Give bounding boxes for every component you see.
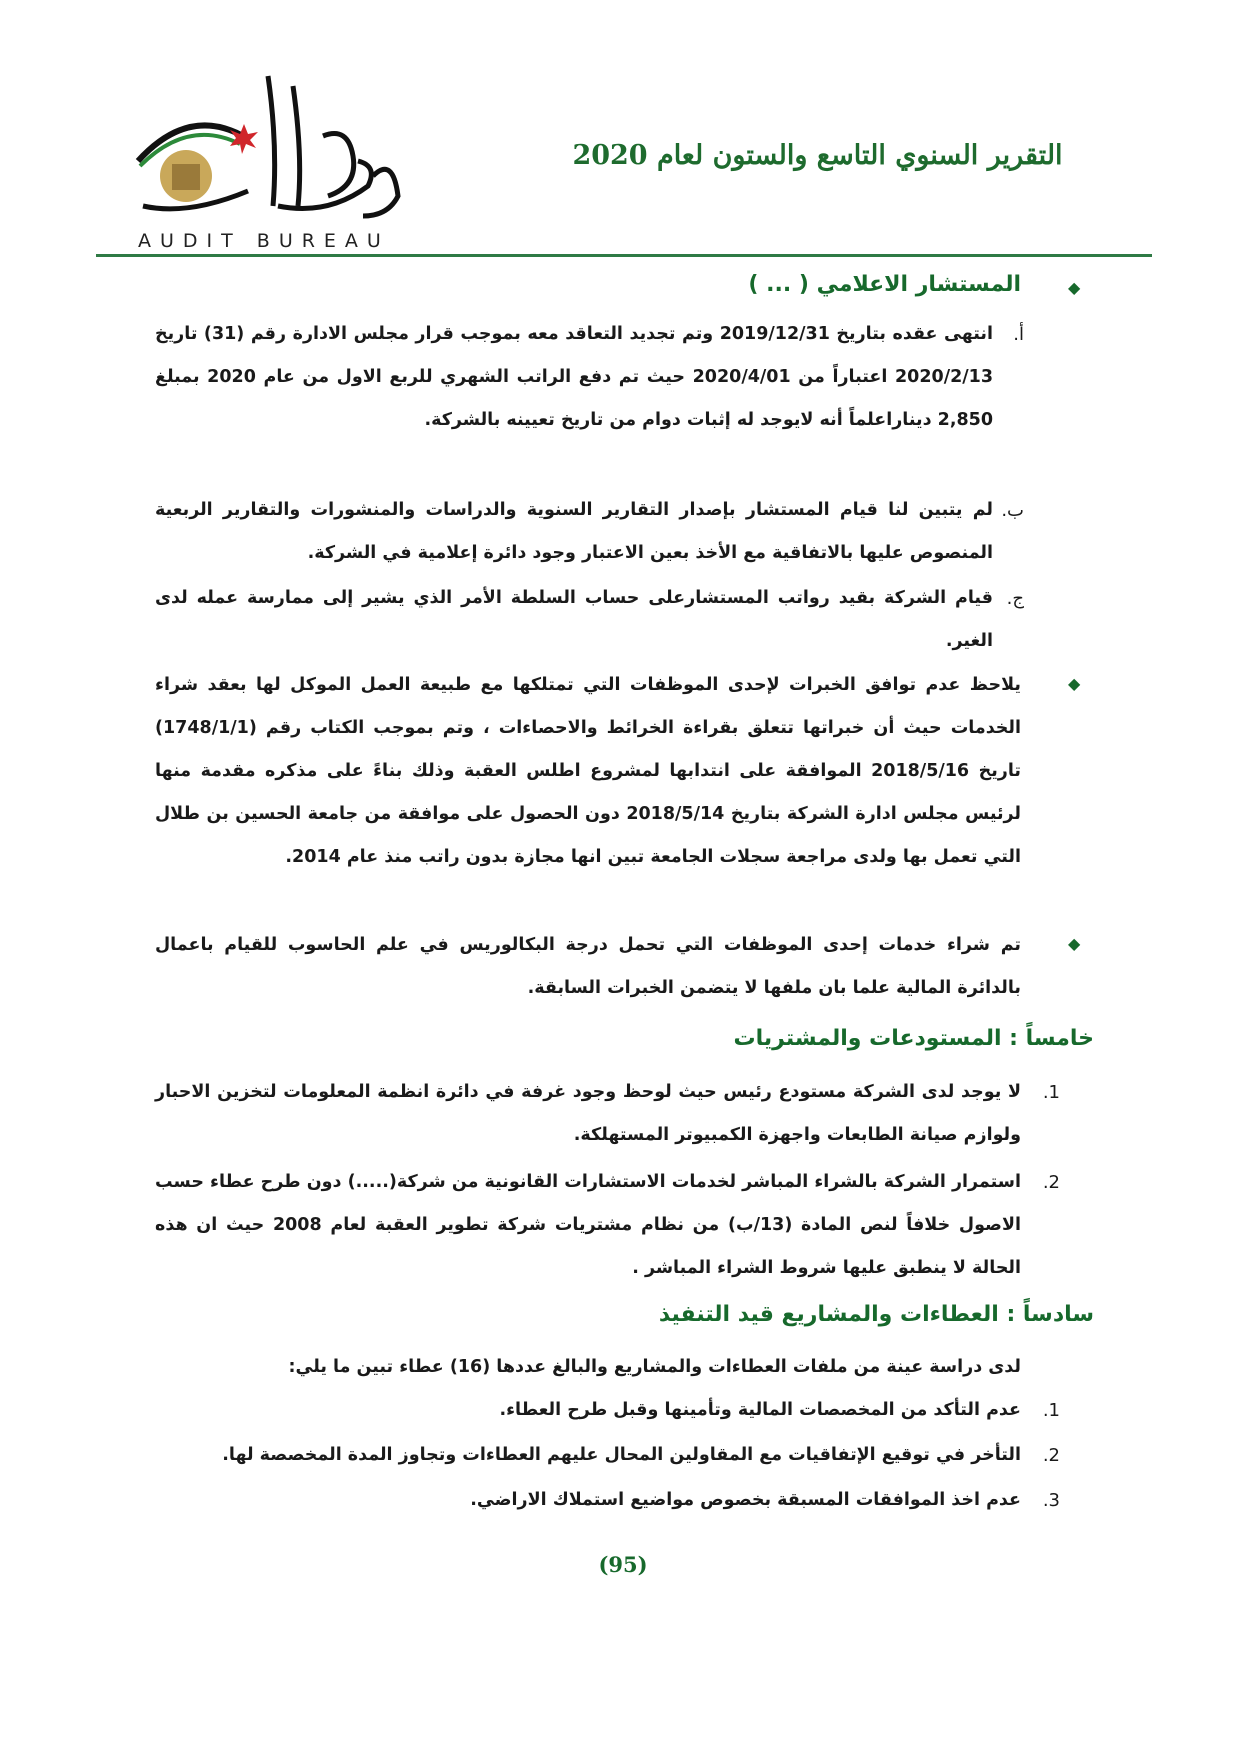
section-heading-tenders: سادساً : العطاءات والمشاريع قيد التنفيذ — [658, 1302, 1094, 1327]
item-marker: أ. — [1013, 324, 1024, 345]
bullet-diamond-icon: ◆ — [1068, 934, 1081, 953]
item-marker: 2. — [1042, 1172, 1060, 1193]
tender-finding-1: عدم التأكد من المخصصات المالية وتأمينها وقبل طرح العطاء. — [499, 1400, 1021, 1420]
bullet-diamond-icon: ◆ — [1068, 278, 1081, 297]
audit-bureau-logo — [128, 66, 418, 252]
item-marker: ب. — [1001, 500, 1024, 521]
page-number: (95) — [598, 1552, 648, 1577]
item-marker: 3. — [1042, 1490, 1060, 1511]
tender-finding-3: عدم اخذ الموافقات المسبقة بخصوص مواضيع استملاك الاراضي. — [470, 1490, 1021, 1510]
bullet-paragraph-2: تم شراء خدمات إحدى الموظفات التي تحمل درجة البكالوريس في علم الحاسوب للقيام باعمال بالدائرة المالية علما بان ملفها لا يتضمن الخبرات السابقة. — [155, 935, 1021, 998]
header-divider — [96, 254, 1152, 257]
section-heading-warehouses: خامساً : المستودعات والمشتريات — [733, 1026, 1094, 1051]
bullet-diamond-icon: ◆ — [1068, 674, 1081, 693]
item-marker: 2. — [1042, 1445, 1060, 1466]
warehouse-item-2: استمرار الشركة بالشراء المباشر لخدمات الاستشارات القانونية من شركة(.....) دون طرح عطاء حسب الاصول خلافاً لنص المادة (13/ب) من نظام مشتريات شركة تطوير العقبة لعام 2008 حيث ان هذه الحالة لا ينطبق عليها شروط الشراء المباشر . — [155, 1172, 1021, 1278]
section-heading-advisor: المستشار الاعلامي ( ... ) — [748, 272, 1021, 297]
tenders-intro: لدى دراسة عينة من ملفات العطاءات والمشاريع والبالغ عددها (16) عطاء تبين ما يلي: — [288, 1357, 1021, 1377]
item-marker: 1. — [1042, 1082, 1060, 1103]
advisor-item-b: لم يتبين لنا قيام المستشار بإصدار التقارير السنوية والدراسات والمنشورات والتقارير الربعية المنصوص عليها بالاتفاقية مع الأخذ بعين الاعتبار وجود دائرة إعلامية في الشركة. — [155, 500, 993, 563]
tender-finding-2: التأخر في توقيع الإتفاقيات مع المقاولين المحال عليهم العطاءات وتجاوز المدة المخصصة لها. — [222, 1445, 1021, 1465]
bullet-paragraph-1: يلاحظ عدم توافق الخبرات لإحدى الموظفات التي تمتلكها مع طبيعة العمل الموكل لها بعقد شراء الخدمات حيث أن خبراتها تتعلق بقراءة الخرائط والاحصاءات ، وتم بموجب الكتاب رقم (1748/1/1) تاريخ 2018/5/16 الموافقة على انتدابها لمشروع اطلس العقبة وذلك بناءً على مذكره مقدمة منها لرئيس مجلس ادارة الشركة بتاريخ 2018/5/14 دون الحصول على موافقة من جامعة الحسين بن طلال التي تعمل بها ولدى مراجعة سجلات الجامعة تبين انها مجازة بدون راتب منذ عام 2014. — [155, 675, 1022, 867]
item-marker: ج. — [1006, 588, 1024, 609]
warehouse-item-1: لا يوجد لدى الشركة مستودع رئيس حيث لوحظ وجود غرفة في دائرة انظمة المعلومات لتخزين الاحبار ولوازم صيانة الطابعات واجهزة الكمبيوتر المستهلكة. — [155, 1082, 1021, 1145]
item-marker: 1. — [1042, 1400, 1060, 1421]
advisor-item-c: قيام الشركة بقيد رواتب المستشارعلى حساب السلطة الأمر الذي يشير إلى ممارسة عمله لدى الغير. — [155, 588, 993, 651]
report-title: التقرير السنوي التاسع والستون لعام 2020 — [572, 140, 1063, 171]
logo-english-text: AUDIT BUREAU — [138, 230, 390, 252]
advisor-item-a: انتهى عقده بتاريخ 2019/12/31 وتم تجديد التعاقد معه بموجب قرار مجلس الادارة رقم (31) تاريخ 2020/2/13 اعتباراً من 2020/4/01 حيث تم دفع الراتب الشهري للربع الاول من عام 2020 بمبلغ 2,850 ديناراعلماً أنه لايوجد له إثبات دوام من تاريخ تعيينه بالشركة. — [155, 324, 994, 430]
logo-calligraphy-icon — [128, 66, 418, 226]
